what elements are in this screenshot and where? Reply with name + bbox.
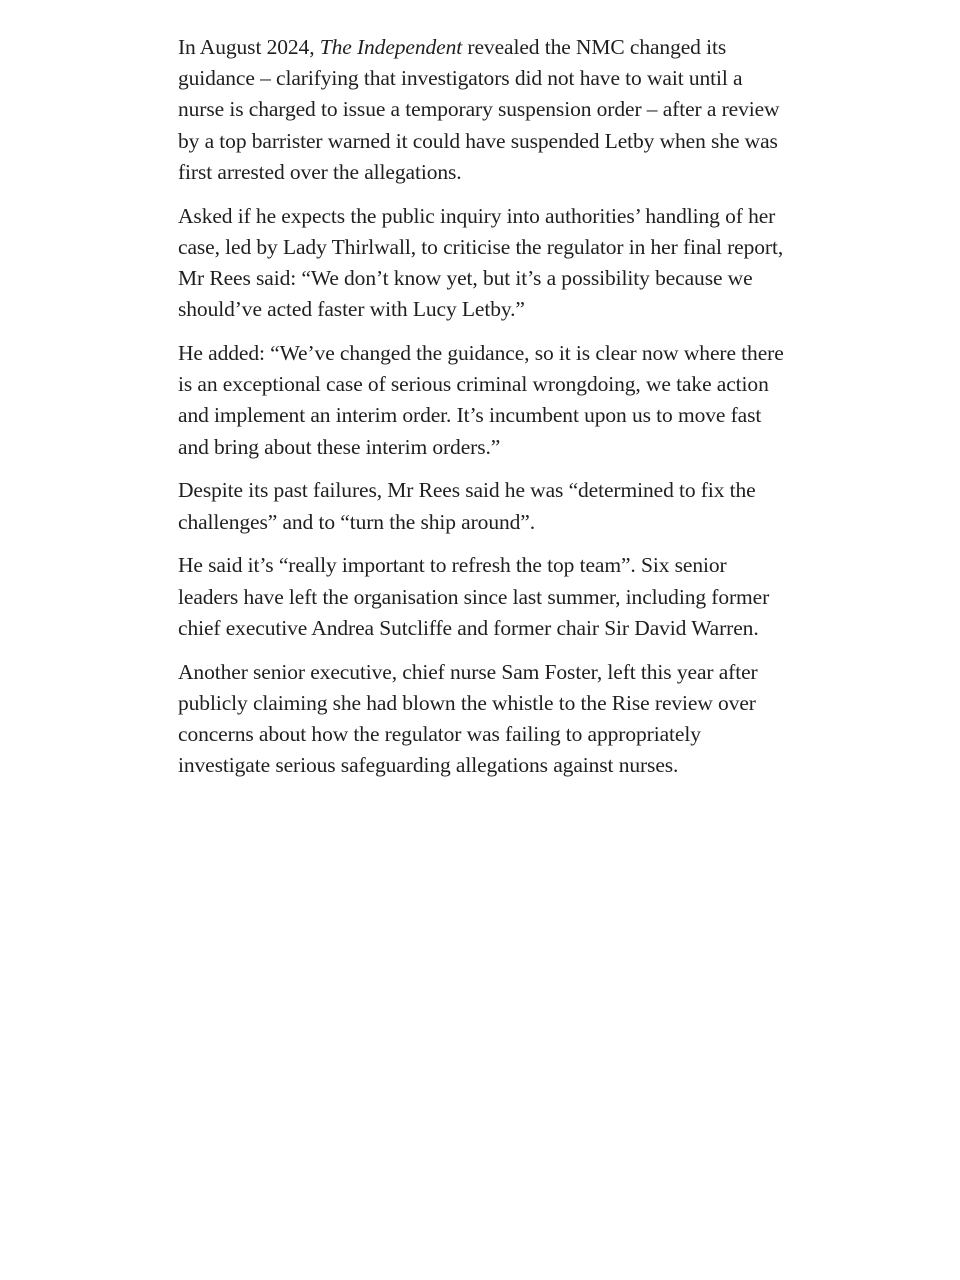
publication-name: The Independent bbox=[319, 35, 463, 59]
paragraph-1-text-end: revealed the NMC changed its guidance – clarifying that investigators did not have to wait until a nurse is charged to issue a temporary suspension order – after a review by a top barrister warned it could have suspended Letby when she was first arrested over the allegations. bbox=[178, 35, 780, 184]
paragraph-5: He said it’s “really important to refresh the top team”. Six senior leaders have left the organisation since last summer, including former chief executive Andrea Sutcliffe and former chair Sir David Warren. bbox=[178, 553, 770, 640]
article-body bbox=[178, 32, 788, 794]
paragraph-4: Despite its past failures, Mr Rees said he was “determined to fix the challenges” and to “turn the ship around”. bbox=[178, 478, 756, 534]
paragraph-3: He added: “We’ve changed the guidance, so it is clear now where there is an exceptional case of serious criminal wrongdoing, we take action and implement an interim order. It’s incumbent upon us to move fast and bring about these interim orders.” bbox=[178, 341, 784, 459]
paragraph-6: Another senior executive, chief nurse Sam Foster, left this year after publicly claiming she had blown the whistle to the Rise review over concerns about how the regulator was failing to appropriately investigate serious safeguarding allegations against nurses. bbox=[178, 659, 758, 778]
paragraph-1 bbox=[178, 32, 788, 188]
paragraph-1-text-start: In August 2024, bbox=[178, 35, 320, 59]
paragraph-2: Asked if he expects the public inquiry into authorities’ handling of her case, led by Lady Thirlwall, to criticise the regulator in her final report, Mr Rees said: “We don’t know yet, but it’s a possibility because we should’ve acted faster with Lucy Letby.” bbox=[178, 203, 784, 322]
